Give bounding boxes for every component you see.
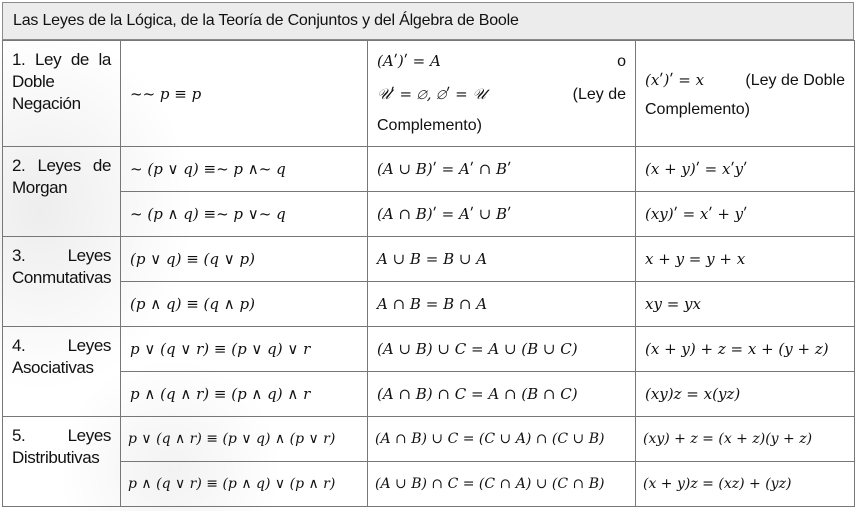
sets-formula: (A ∪ B)ʹ = Aʹ ∩ Bʹ [368, 147, 636, 192]
law-name: 5. Leyes Distributivas [12, 426, 111, 467]
table-row [3, 282, 855, 327]
boole-formula: (x + y)ʹ = xʹyʹ [636, 147, 855, 192]
sets-formula: (A ∪ B) ∪ C = A ∪ (B ∪ C) [368, 327, 636, 372]
table-title: Las Leyes de la Lógica, de la Teoría de Conjuntos y del Álgebra de Boole [2, 2, 854, 40]
table-row [3, 192, 855, 237]
law-name: 1. Ley de la Doble Negación [12, 50, 111, 113]
table-row [3, 237, 855, 282]
law-name: 3. Leyes Conmutativas [12, 246, 112, 287]
sets-formula: (A ∪ B) ∩ C = (C ∩ A) ∪ (C ∩ B) [368, 462, 636, 507]
boole-formula-cell [636, 41, 855, 147]
logic-formula: ~ (p ∨ q) ≡~ p ∧~ q [121, 147, 368, 192]
logic-formula: ~~ p ≡ p [121, 41, 368, 147]
sets-formula: (A ∩ B) ∪ C = (C ∪ A) ∩ (C ∪ B) [368, 417, 636, 462]
logic-formula: p ∨ (q ∨ r) ≡ (p ∨ q) ∨ r [121, 327, 368, 372]
table-row [3, 417, 855, 462]
law-name-cell [3, 237, 121, 327]
sets-formula: 𝒰ʹ = ∅, ∅ʹ = 𝒰 [377, 85, 486, 103]
table-row [3, 462, 855, 507]
logic-formula: p ∨ (q ∧ r) ≡ (p ∨ q) ∧ (p ∨ r) [121, 417, 368, 462]
sets-formula-cell [368, 41, 636, 147]
sets-formula-suffix: (Ley de [572, 86, 626, 103]
boole-formula: (xy)z = x(yz) [636, 372, 855, 417]
logic-formula: (p ∧ q) ≡ (q ∧ p) [121, 282, 368, 327]
logic-formula: (p ∨ q) ≡ (q ∨ p) [121, 237, 368, 282]
law-name-cell [3, 41, 121, 147]
sets-formula: (Aʹ)ʹ = A [377, 52, 441, 70]
boole-formula: xy = yx [636, 282, 855, 327]
boole-formula: (xʹ)ʹ = x [645, 70, 705, 89]
boole-formula: x + y = y + x [636, 237, 855, 282]
law-name: 2. Leyes de Morgan [12, 156, 111, 197]
table-row [3, 41, 855, 147]
table-row [3, 372, 855, 417]
law-name-cell [3, 327, 121, 417]
sets-formula: (A ∩ B) ∩ C = A ∩ (B ∩ C) [368, 372, 636, 417]
boole-formula: (xy)ʹ = xʹ + yʹ [636, 192, 855, 237]
law-name-cell [3, 417, 121, 507]
table-row [3, 327, 855, 372]
laws-table [2, 40, 855, 507]
law-name-cell [3, 147, 121, 237]
logic-formula: p ∧ (q ∧ r) ≡ (p ∧ q) ∧ r [121, 372, 368, 417]
sets-formula: A ∩ B = B ∩ A [368, 282, 636, 327]
boole-formula: (x + y)z = (xz) + (yz) [636, 462, 855, 507]
boole-formula-suffix: (Ley de Doble [745, 71, 845, 89]
logic-formula: p ∧ (q ∨ r) ≡ (p ∧ q) ∨ (p ∧ r) [121, 462, 368, 507]
boole-formula: (x + y) + z = x + (y + z) [636, 327, 855, 372]
sets-formula-note: Complemento) [377, 117, 482, 134]
logic-formula: ~ (p ∧ q) ≡~ p ∨~ q [121, 192, 368, 237]
law-name: 4. Leyes Asociativas [12, 336, 111, 377]
sets-formula: (A ∩ B)ʹ = Aʹ ∪ Bʹ [368, 192, 636, 237]
boole-formula: (xy) + z = (x + z)(y + z) [636, 417, 855, 462]
table-row [3, 147, 855, 192]
boole-formula-note: Complemento) [645, 100, 750, 118]
sets-formula: A ∪ B = B ∪ A [368, 237, 636, 282]
sets-formula-suffix: o [617, 53, 626, 70]
